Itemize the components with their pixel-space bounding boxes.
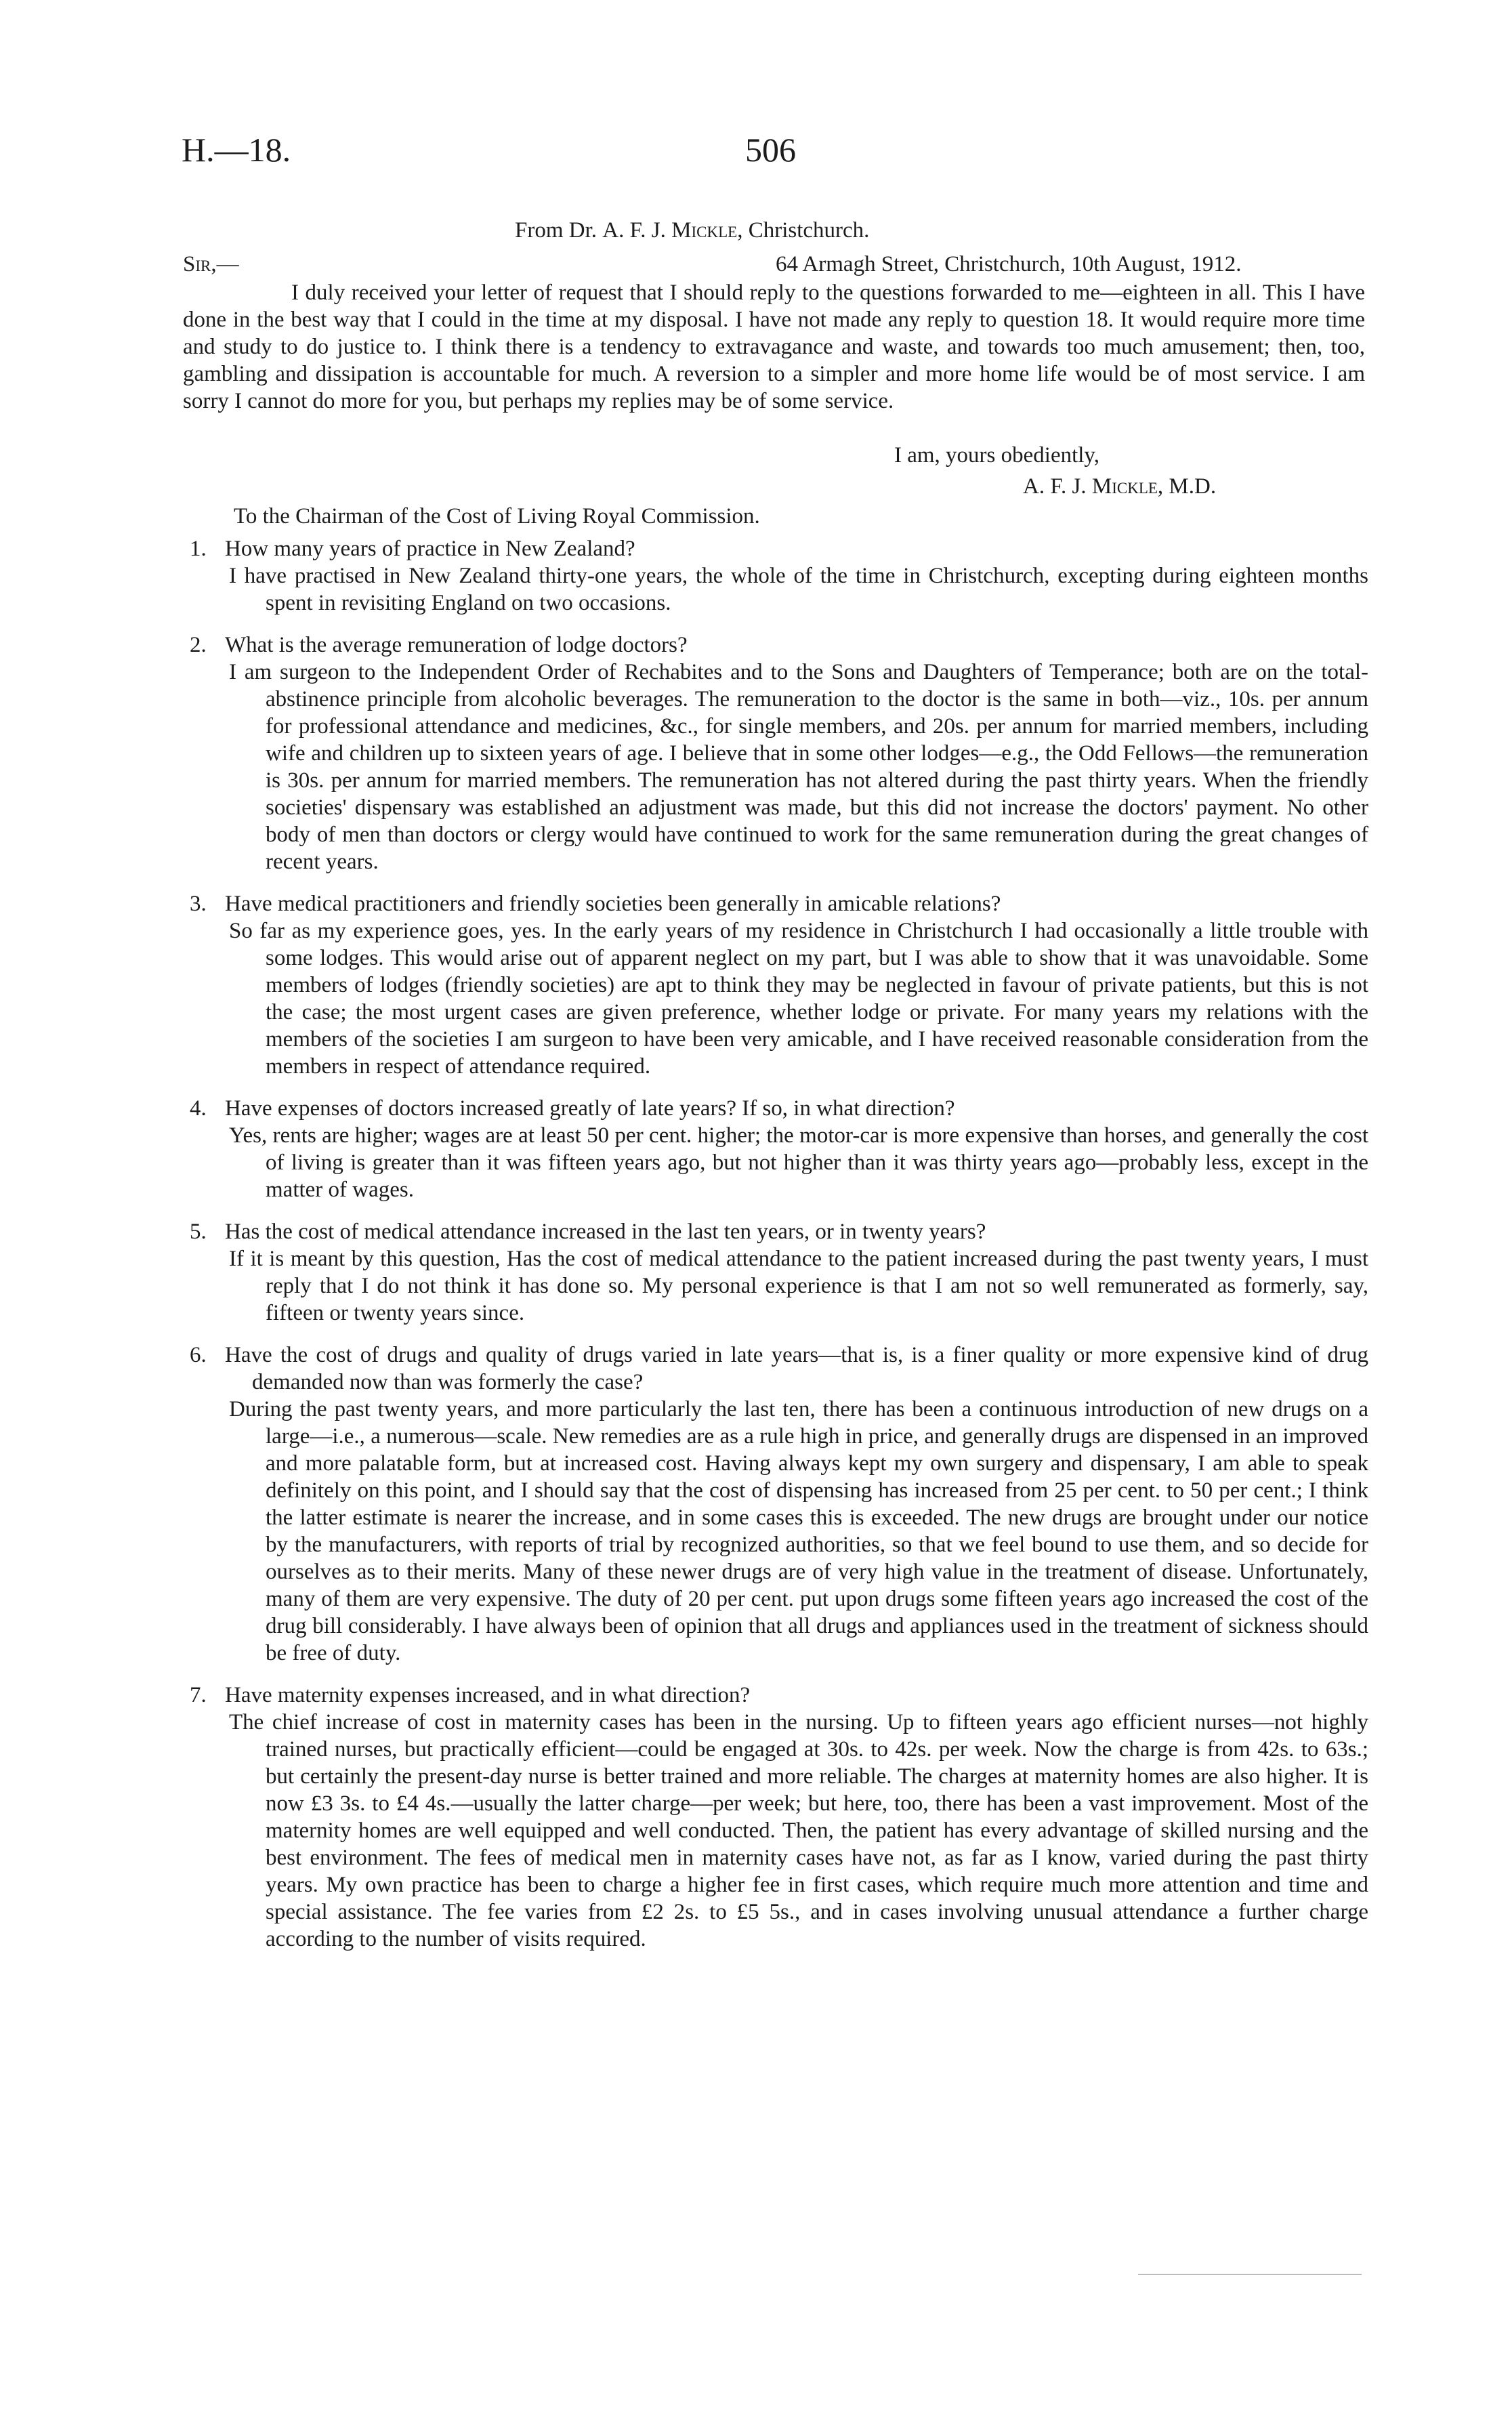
question [190,1218,1368,1245]
salutation: Sir,— [183,252,239,276]
qa-item-1 [190,535,1368,617]
page-number: 506 [745,131,796,169]
answer-text: During the past twenty years, and more particularly the last ten, there has been a continuous introduction of new drugs on a large—i.e., a numerous—scale. New remedies are as a rule high in price, and generally drugs are dispensed in an improved and more palatable form, but at increased cost. Having always kept my own surgery and dispensary, I am able to speak definitely on this point, and I should say that the cost of dispensing has increased from 25 per cent. to 50 per cent.; I think the latter estimate is nearer the increase, and in some cases this is exceeded. The new drugs are brought under our notice by the manufacturers, with reports of trial by recognized authorities, so that we feel bound to use them, and so decide for ourselves as to their merits. Many of these newer drugs are of very high value in the treatment of disease. Unfortunately, many of them are very expensive. The duty of 20 per cent. put upon drugs some fifteen years ago increased the cost of the drug bill considerably. I have always been of opinion that all drugs and appliances used in the treatment of sickness should be free of duty. [229,1397,1368,1665]
qa-item-3 [190,890,1368,1080]
question [190,1342,1368,1396]
answer-text: So far as my experience goes, yes. In the early years of my residence in Christchurch I had occasionally a little trouble with some lodges. This would arise out of apparent neglect on my part, but I was able to show that it was unavoidable. Some members of lodges (friendly societies) are apt to think they may be neglected in favour of private patients, but this is not the case; the most urgent cases are given preference, whether lodge or private. For many years my relations with the members of the societies I am surgeon to have been very amicable, and I have received reasonable consideration from the members in respect of attendance required. [229,919,1368,1079]
qa-item-6 [190,1342,1368,1667]
letter-signature: A. F. J. Mickle, M.D. [1023,474,1217,499]
question [190,1682,1368,1709]
qa-item-2 [190,631,1368,875]
question-text: What is the average remuneration of lodge doctors? [225,633,688,657]
question-text: Has the cost of medical attendance increased in the last ten years, or in twenty years? [225,1220,986,1244]
question-number: 4. [190,1096,207,1121]
question-number: 5. [190,1220,207,1244]
question [190,631,1368,659]
answer-text: The chief increase of cost in maternity cases has been in the nursing. Up to fifteen years ago efficient nurses—not highly trained nurses, but practically efficient—could be engaged at 30s. to 42s. per week. Now the charge is from 42s. to 63s.; but certainly the present-day nurse is better trained and more reliable. The charges at maternity homes are also higher. It is now £3 3s. to £4 4s.—usually the latter charge—per week; but here, too, there has been a vast improvement. Most of the maternity homes are well equipped and well conducted. Then, the patient has every advantage of skilled nursing and the best environment. The fees of medical men in maternity cases have not, as far as I know, varied during the past thirty years. My own practice has been to charge a higher fee in first cases, which require much more attention and time and special assistance. The fee varies from £2 2s. to £5 5s., and in cases involving unusual attendance a further charge according to the number of visits required. [229,1710,1368,1951]
answer-text: If it is meant by this question, Has the cost of medical attendance to the patient increased during the past twenty years, I must reply that I do not think it has done so. My personal experience is that I am not so well remunerated as formerly, say, fifteen or twenty years since. [229,1247,1368,1325]
question [190,890,1368,917]
answer-text: I have practised in New Zealand thirty-one years, the whole of the time in Christchurch, excepting during eighteen months spent in revisiting England on two occasions. [229,564,1368,615]
question [190,1095,1368,1122]
question-number: 3. [190,892,207,916]
question-text: Have maternity expenses increased, and in what direction? [225,1683,751,1707]
answer-text: Yes, rents are higher; wages are at least 50 per cent. higher; the motor-car is more expensive than horses, and generally the cost of living is greater than it was fifteen years ago, but not higher than it was thirty years ago—probably less, except in the matter of wages. [229,1123,1368,1202]
question-number: 1. [190,537,207,561]
letter-closing: I am, yours obediently, [894,443,1100,467]
from-name: A. F. J. Mickle, [602,218,743,243]
question-number: 2. [190,633,207,657]
parliamentary-paper-reference: H.—18. [182,131,291,169]
question-text: Have the cost of drugs and quality of drugs varied in late years—that is, is a finer quality or more expensive kind of drug demanded now than was formerly the case? [225,1343,1368,1394]
sender-address-date: 64 Armagh Street, Christchurch, 10th August, 1912. [776,252,1242,276]
question-text: Have medical practitioners and friendly societies been generally in amicable relations? [225,892,1001,916]
qa-item-7 [190,1682,1368,1953]
from-place: Christchurch. [748,218,870,243]
qa-item-5 [190,1218,1368,1327]
question-answer-list [190,535,1368,1968]
answer-text: I am surgeon to the Independent Order of Rechabites and to the Sons and Daughters of Temperance; both are on the total-abstinence principle from alcoholic beverages. The remuneration to the doctor is the same in both—viz., 10s. per annum for professional attendance and medicines, &c., for single members, and 20s. per annum for married members, including wife and children up to sixteen years of age. I believe that in some other lodges—e.g., the Odd Fellows—the remuneration is 30s. per annum for married members. The remuneration has not altered during the past thirty years. When the friendly societies' dispensary was established an adjustment was made, but this did not increase the doctors' payment. No other body of men than doctors or clergy would have continued to work for the same remuneration during the great changes of recent years. [229,660,1368,874]
footer-divider [1138,2274,1362,2275]
letter-from-line [515,218,869,243]
question-text: How many years of practice in New Zealand? [225,537,635,561]
qa-item-4 [190,1095,1368,1203]
letter-body: I duly received your letter of request that I should reply to the questions forwarded to me—eighteen in all. This I have done in the best way that I could in the time at my disposal. I have not made any reply to question 18. It would require more time and study to do justice to. I think there is a tendency to extravagance and waste, and towards too much amusement; then, too, gambling and dissipation is accountable for much. A reversion to a simpler and more home life would be of most service. I am sorry I cannot do more for you, but perhaps my replies may be of some service. [183,280,1365,413]
letter-addressee: To the Chairman of the Cost of Living Royal Commission. [234,504,760,528]
question-number: 6. [190,1343,207,1367]
question-text: Have expenses of doctors increased greatly of late years? If so, in what direction? [225,1096,955,1121]
question [190,535,1368,562]
question-number: 7. [190,1683,207,1707]
from-prefix: From Dr. [515,218,597,243]
